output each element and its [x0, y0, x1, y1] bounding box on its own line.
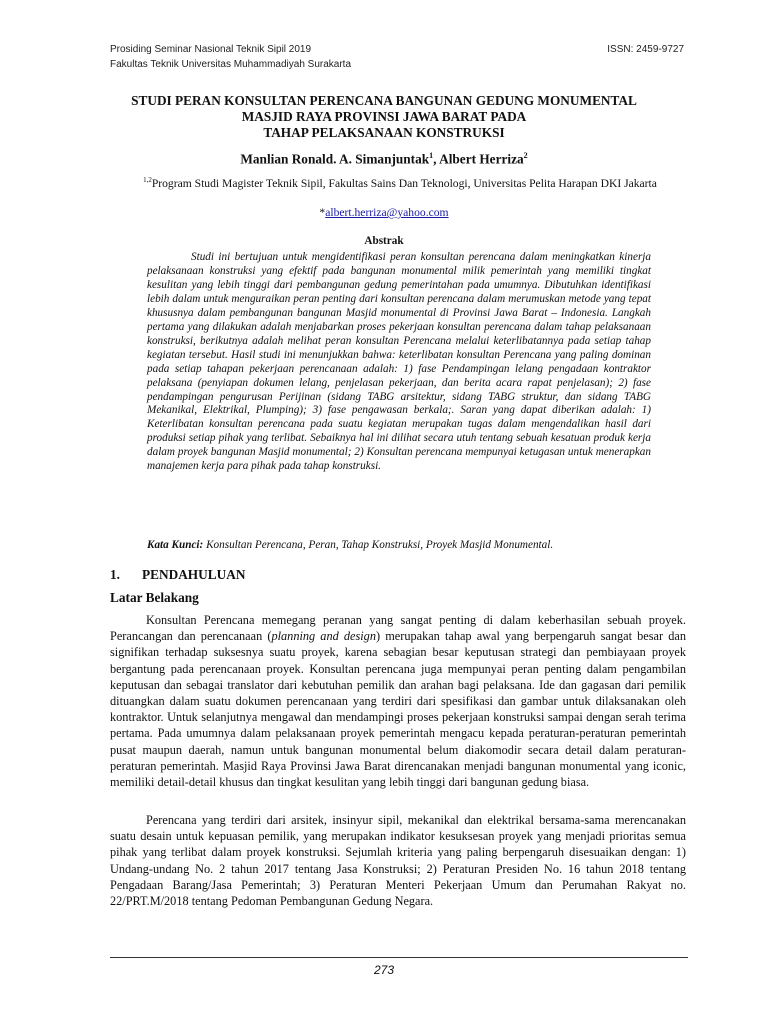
- title-line-2: MASJID RAYA PROVINSI JAWA BARAT PADA: [241, 109, 527, 124]
- email-link[interactable]: albert.herriza@yahoo.com: [325, 206, 449, 219]
- running-header-issn: ISSN: 2459-9727: [607, 44, 684, 55]
- paper-title: [90, 93, 678, 141]
- title-line-1: STUDI PERAN KONSULTAN PERENCANA BANGUNAN GEDUNG MONUMENTAL: [131, 93, 637, 108]
- author-1: Manlian Ronald. A. Simanjuntak: [240, 151, 430, 167]
- section-heading: [110, 567, 245, 583]
- running-header-faculty: Fakultas Teknik Universitas Muhammadiyah Surakarta: [110, 59, 352, 70]
- section-number: 1.: [110, 567, 120, 582]
- keywords-label: Kata Kunci:: [147, 539, 204, 551]
- abstract-body: Studi ini bertujuan untuk mengidentifikasi peran konsultan perencana dalam meningkatkan kinerja pelaksanaan konstruksi yang efektif pada bangunan monumental milik pemerintah yang memiliki tingkat kesulitan yang lebih tinggi dari pembangunan gedung pemerintahan pada umumnya. Dibutuhkan identifikasi lebih dalam untuk menguraikan peran penting dari konsultan perencana dalam merumuskan metode yang tepat khususnya dalam pembangunan bangunan Masjid monumental di Provinsi Jawa Barat – Indonesia. Langkah pertama yang dilakukan adalah menjabarkan proses pekerjaan konsultan perencana dalam tahap pelaksanaan konstruksi, berikutnya adalah melihat peran konsultan Perencana melalui keterlibatannya pada setiap tahap kegiatan tersebut. Hasil studi ini menunjukkan bahwa: keterlibatan konsultan Perencana yang paling dominan pada setiap tahapan pekerjaan perencanaan adalah: 1) fase Pendampingan lelang pengadaan kontraktor pelaksana (penyiapan dokumen lelang, penjelasan pekerjaan, dan berita acara rapat penjelasan); 2) fase pendampingan pengurusan Perijinan (sidang TABG arsitektur, sidang TABG struktur, dan sidang TABG Mekanikal, Elektrikal, Plumping); 3) fase pengawasan berkala;. Saran yang dapat diberikan adalah: 1) Keterlibatan konsultan perencana pada suatu kegiatan merupakan tugas dalam mengendalikan hasil dari produksi setiap pihak yang terlibat. Sebaiknya hal ini dilihat secara utuh tentang sebuah kesatuan produk kerja dalam proyek bangunan Masjid monumental; 2) Konsultan perencana mempunyai ketugasan untuk menerapkan manajemen kerja para pihak pada tahap konstruksi.: [147, 251, 651, 473]
- keywords: [147, 539, 667, 551]
- author-2: Albert Herriza: [439, 151, 524, 167]
- footer-rule: [110, 957, 688, 958]
- abstract-heading: Abstrak: [364, 235, 404, 247]
- page-number: 273: [373, 963, 395, 977]
- author-list: [90, 151, 678, 167]
- affiliation-text: Program Studi Magister Teknik Sipil, Fakultas Sains Dan Teknologi, Universitas Pelita Harapan DKI Jakarta: [151, 176, 657, 190]
- paragraph-1-part-b: ) merupakan tahap awal yang berpengaruh sangat besar dan signifikan terhadap suksesnya suatu proyek, karena sebagian besar keputusan strategi dan pembiayaan proyek bergantung pada perencanaan proyek. Konsultan perencana juga mempunyai peran penting dalam pengambilan keputusan dan sebagai translator dari kebutuhan pemilik dan arahan bagi pelaksana. Ide dan gagasan dari pemilik dituangkan dalam suatu dokumen perencanaan yang terdiri dari spesifikasi dan gambar untuk dilaksanakan oleh kontraktor. Untuk selanjutnya mengawal dan mendampingi proses pekerjaan konstruksi sampai dengan serah terima pertama. Pada umumnya dalam pelaksanaan proyek pemerintah mengacu kepada peraturan-peraturan pemerintah pusat maupun daerah, namun untuk bangunan monumental belum diakomodir secara detail dalam peraturan-peraturan pemerintah. Masjid Raya Provinsi Jawa Barat direncanakan menjadi bangunan monumental yang iconic, memiliki detail-detail khusus dan tingkat kesulitan yang lebih tinggi dari bangunan gedung biasa.: [110, 629, 686, 790]
- body-paragraph-2: Perencana yang terdiri dari arsitek, insinyur sipil, mekanikal dan elektrikal bersama-sama merencanakan suatu desain untuk kepuasan pemilik, yang merupakan indikator kesuksesan proyek yang menjadi prioritas semua pihak yang terlibat dalam proyek konstruksi. Sejumlah kriteria yang paling berpengaruh disesuaikan dengan: 1) Undang-undang No. 2 tahun 2017 tentang Jasa Konstruksi; 2) Peraturan Presiden No. 16 tahun 2018 tentang Pengadaan Barang/Jasa Pemerintah; 3) Peraturan Menteri Pekerjaan Umum dan Perumahan Rakyat no. 22/PRT.M/2018 tentang Pedoman Pembangunan Gedung Negara.: [110, 813, 686, 909]
- keywords-text: Konsultan Perencana, Peran, Tahap Konstruksi, Proyek Masjid Monumental.: [203, 539, 554, 551]
- subsection-heading: Latar Belakang: [110, 590, 199, 605]
- affiliation: [120, 171, 680, 193]
- affiliation-mark: 1,2: [143, 176, 152, 184]
- corresponding-email: [90, 206, 678, 219]
- running-header-proceedings: Prosiding Seminar Nasional Teknik Sipil 2019: [110, 44, 312, 55]
- paragraph-1-emphasis: planning and design: [271, 629, 376, 644]
- author-2-affiliation-mark: 2: [523, 151, 528, 160]
- section-title: PENDAHULUAN: [142, 567, 246, 582]
- paragraph-1-part-a: Konsultan Perencana memegang peranan yang sangat penting di dalam keberhasilan sebuah proyek. Perancangan dan perencanaan (: [110, 613, 686, 644]
- email-prefix: *: [319, 206, 326, 219]
- author-separator: ,: [433, 151, 440, 167]
- author-1-affiliation-mark: 1: [429, 151, 434, 160]
- title-line-3: TAHAP PELAKSANAAN KONSTRUKSI: [263, 125, 505, 140]
- body-paragraph-1: [110, 612, 686, 790]
